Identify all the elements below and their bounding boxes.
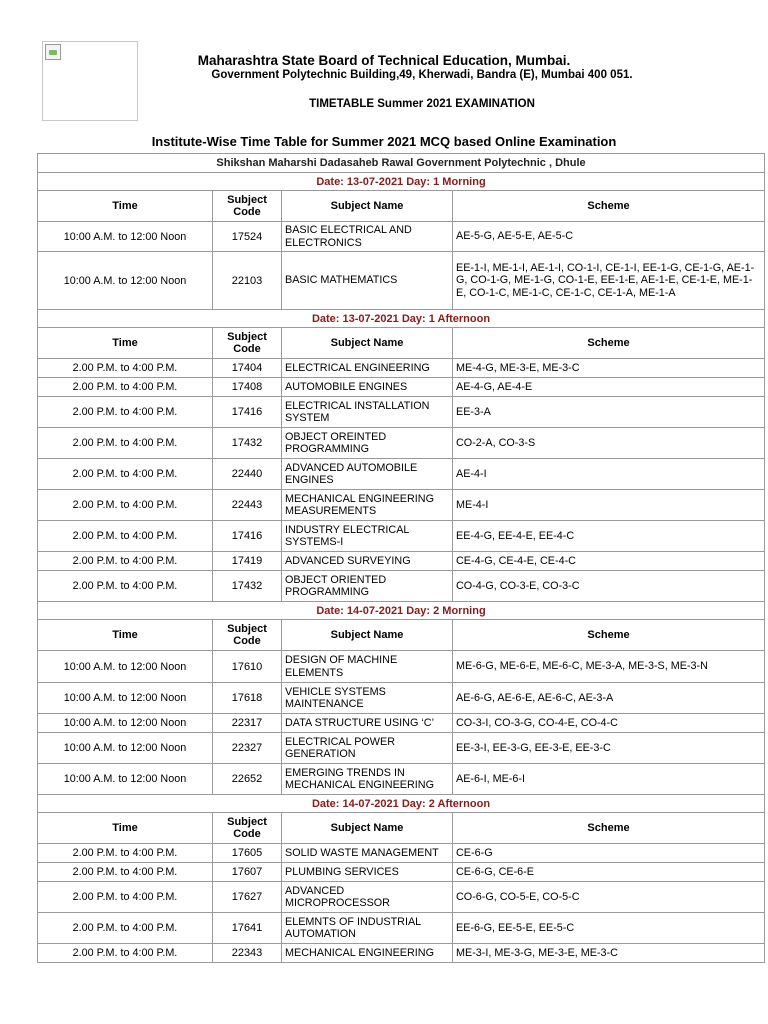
cell-scheme: EE-6-G, EE-5-E, EE-5-C	[453, 913, 765, 944]
cell-scheme: ME-6-G, ME-6-E, ME-6-C, ME-3-A, ME-3-S, ME-3-N	[453, 651, 765, 683]
cell-subject-name: MECHANICAL ENGINEERING	[282, 944, 453, 963]
cell-time: 10:00 A.M. to 12:00 Noon	[38, 683, 213, 714]
table-row	[38, 490, 765, 521]
cell-subject-name: VEHICLE SYSTEMS MAINTENANCE	[282, 683, 453, 714]
cell-subject-code: 17627	[213, 882, 282, 913]
cell-subject-name: SOLID WASTE MANAGEMENT	[282, 844, 453, 863]
cell-time: 10:00 A.M. to 12:00 Noon	[38, 252, 213, 310]
col-header-time: Time	[38, 813, 213, 844]
table-row	[38, 651, 765, 683]
exam-title: TIMETABLE Summer 2021 EXAMINATION	[309, 98, 535, 110]
cell-time: 2.00 P.M. to 4:00 P.M.	[38, 359, 213, 378]
institute-name: Shikshan Maharshi Dadasaheb Rawal Government Polytechnic , Dhule	[38, 154, 765, 173]
cell-subject-code: 17404	[213, 359, 282, 378]
table-row	[38, 683, 765, 714]
cell-subject-code: 17416	[213, 521, 282, 552]
table-row	[38, 844, 765, 863]
cell-time: 10:00 A.M. to 12:00 Noon	[38, 764, 213, 795]
cell-subject-code: 22103	[213, 252, 282, 310]
table-row	[38, 397, 765, 428]
cell-time: 10:00 A.M. to 12:00 Noon	[38, 222, 213, 252]
cell-subject-code: 17432	[213, 571, 282, 602]
cell-scheme: EE-3-I, EE-3-G, EE-3-E, EE-3-C	[453, 733, 765, 764]
timetable	[37, 153, 765, 963]
cell-scheme: CE-6-G	[453, 844, 765, 863]
cell-subject-name: ELECTRICAL POWER GENERATION	[282, 733, 453, 764]
session-date-row	[38, 310, 765, 328]
table-row	[38, 944, 765, 963]
table-row	[38, 521, 765, 552]
cell-subject-name: AUTOMOBILE ENGINES	[282, 378, 453, 397]
table-row	[38, 222, 765, 252]
cell-subject-name: OBJECT ORIENTED PROGRAMMING	[282, 571, 453, 602]
cell-subject-name: ELECTRICAL INSTALLATION SYSTEM	[282, 397, 453, 428]
column-header-row	[38, 191, 765, 222]
table-row	[38, 359, 765, 378]
col-header-code: Subject Code	[213, 813, 282, 844]
cell-time: 10:00 A.M. to 12:00 Noon	[38, 651, 213, 683]
cell-time: 2.00 P.M. to 4:00 P.M.	[38, 913, 213, 944]
cell-subject-name: BASIC MATHEMATICS	[282, 252, 453, 310]
cell-scheme: CO-6-G, CO-5-E, CO-5-C	[453, 882, 765, 913]
cell-subject-code: 17618	[213, 683, 282, 714]
cell-scheme: EE-4-G, EE-4-E, EE-4-C	[453, 521, 765, 552]
col-header-code: Subject Code	[213, 620, 282, 651]
cell-subject-name: OBJECT OREINTED PROGRAMMING	[282, 428, 453, 459]
cell-subject-code: 22443	[213, 490, 282, 521]
session-date: Date: 14-07-2021 Day: 2 Afternoon	[38, 795, 765, 813]
cell-subject-name: DATA STRUCTURE USING ‘C’	[282, 714, 453, 733]
cell-subject-name: ADVANCED MICROPROCESSOR	[282, 882, 453, 913]
cell-time: 2.00 P.M. to 4:00 P.M.	[38, 521, 213, 552]
table-row	[38, 863, 765, 882]
cell-scheme: CO-4-G, CO-3-E, CO-3-C	[453, 571, 765, 602]
table-row	[38, 882, 765, 913]
session-date: Date: 13-07-2021 Day: 1 Afternoon	[38, 310, 765, 328]
cell-scheme: AE-5-G, AE-5-E, AE-5-C	[453, 222, 765, 252]
cell-subject-name: EMERGING TRENDS IN MECHANICAL ENGINEERING	[282, 764, 453, 795]
col-header-time: Time	[38, 328, 213, 359]
cell-subject-code: 17408	[213, 378, 282, 397]
table-row	[38, 913, 765, 944]
col-header-code: Subject Code	[213, 328, 282, 359]
cell-time: 10:00 A.M. to 12:00 Noon	[38, 714, 213, 733]
cell-subject-name: DESIGN OF MACHINE ELEMENTS	[282, 651, 453, 683]
cell-time: 2.00 P.M. to 4:00 P.M.	[38, 863, 213, 882]
cell-subject-code: 17416	[213, 397, 282, 428]
session-date-row	[38, 173, 765, 191]
session-date-row	[38, 795, 765, 813]
cell-time: 2.00 P.M. to 4:00 P.M.	[38, 459, 213, 490]
cell-subject-code: 22440	[213, 459, 282, 490]
cell-subject-code: 17419	[213, 552, 282, 571]
column-header-row	[38, 620, 765, 651]
session-date-row	[38, 602, 765, 620]
col-header-scheme: Scheme	[453, 620, 765, 651]
col-header-name: Subject Name	[282, 620, 453, 651]
col-header-scheme: Scheme	[453, 813, 765, 844]
cell-time: 10:00 A.M. to 12:00 Noon	[38, 733, 213, 764]
table-row	[38, 252, 765, 310]
cell-scheme: ME-4-G, ME-3-E, ME-3-C	[453, 359, 765, 378]
cell-scheme: EE-3-A	[453, 397, 765, 428]
table-row	[38, 714, 765, 733]
col-header-code: Subject Code	[213, 191, 282, 222]
table-row	[38, 378, 765, 397]
table-row	[38, 733, 765, 764]
cell-scheme: AE-4-G, AE-4-E	[453, 378, 765, 397]
cell-scheme: ME-4-I	[453, 490, 765, 521]
cell-subject-name: PLUMBING SERVICES	[282, 863, 453, 882]
cell-scheme: CO-2-A, CO-3-S	[453, 428, 765, 459]
cell-subject-code: 22343	[213, 944, 282, 963]
cell-time: 2.00 P.M. to 4:00 P.M.	[38, 552, 213, 571]
cell-subject-name: ELECTRICAL ENGINEERING	[282, 359, 453, 378]
cell-scheme: CE-6-G, CE-6-E	[453, 863, 765, 882]
cell-subject-name: ADVANCED SURVEYING	[282, 552, 453, 571]
cell-scheme: CE-4-G, CE-4-E, CE-4-C	[453, 552, 765, 571]
col-header-name: Subject Name	[282, 328, 453, 359]
cell-scheme: CO-3-I, CO-3-G, CO-4-E, CO-4-C	[453, 714, 765, 733]
cell-subject-name: ELEMNTS OF INDUSTRIAL AUTOMATION	[282, 913, 453, 944]
table-row	[38, 764, 765, 795]
col-header-scheme: Scheme	[453, 191, 765, 222]
cell-subject-code: 22317	[213, 714, 282, 733]
cell-time: 2.00 P.M. to 4:00 P.M.	[38, 490, 213, 521]
cell-subject-code: 17641	[213, 913, 282, 944]
table-row	[38, 428, 765, 459]
session-date: Date: 14-07-2021 Day: 2 Morning	[38, 602, 765, 620]
cell-subject-code: 17605	[213, 844, 282, 863]
cell-subject-code: 22327	[213, 733, 282, 764]
cell-subject-code: 17607	[213, 863, 282, 882]
cell-subject-code: 17610	[213, 651, 282, 683]
cell-time: 2.00 P.M. to 4:00 P.M.	[38, 844, 213, 863]
institute-row	[38, 154, 765, 173]
cell-subject-name: BASIC ELECTRICAL AND ELECTRONICS	[282, 222, 453, 252]
cell-subject-code: 17432	[213, 428, 282, 459]
cell-time: 2.00 P.M. to 4:00 P.M.	[38, 571, 213, 602]
column-header-row	[38, 813, 765, 844]
cell-time: 2.00 P.M. to 4:00 P.M.	[38, 428, 213, 459]
board-title: Maharashtra State Board of Technical Education, Mumbai.	[197, 53, 571, 68]
cell-scheme: AE-4-I	[453, 459, 765, 490]
table-row	[38, 459, 765, 490]
col-header-time: Time	[38, 620, 213, 651]
cell-subject-name: INDUSTRY ELECTRICAL SYSTEMS-I	[282, 521, 453, 552]
col-header-scheme: Scheme	[453, 328, 765, 359]
cell-time: 2.00 P.M. to 4:00 P.M.	[38, 378, 213, 397]
cell-subject-name: ADVANCED AUTOMOBILE ENGINES	[282, 459, 453, 490]
cell-subject-name: MECHANICAL ENGINEERING MEASUREMENTS	[282, 490, 453, 521]
cell-scheme: EE-1-I, ME-1-I, AE-1-I, CO-1-I, CE-1-I, EE-1-G, CE-1-G, AE-1-G, CO-1-G, ME-1-G, CO-1-E, EE-1-E, AE-1-E, CE-1-E, ME-1-E, CO-1-C, ME-1-C, CE-1-C, CE-1-A, ME-1-A	[453, 252, 765, 310]
cell-time: 2.00 P.M. to 4:00 P.M.	[38, 944, 213, 963]
cell-time: 2.00 P.M. to 4:00 P.M.	[38, 397, 213, 428]
table-row	[38, 571, 765, 602]
col-header-time: Time	[38, 191, 213, 222]
cell-subject-code: 22652	[213, 764, 282, 795]
session-date: Date: 13-07-2021 Day: 1 Morning	[38, 173, 765, 191]
col-header-name: Subject Name	[282, 191, 453, 222]
cell-scheme: ME-3-I, ME-3-G, ME-3-E, ME-3-C	[453, 944, 765, 963]
column-header-row	[38, 328, 765, 359]
cell-time: 2.00 P.M. to 4:00 P.M.	[38, 882, 213, 913]
table-title: Institute-Wise Time Table for Summer 2021 MCQ based Online Examination	[151, 134, 617, 149]
cell-scheme: AE-6-I, ME-6-I	[453, 764, 765, 795]
board-address: Government Polytechnic Building,49, Kherwadi, Bandra (E), Mumbai 400 051.	[211, 69, 633, 81]
col-header-name: Subject Name	[282, 813, 453, 844]
cell-scheme: AE-6-G, AE-6-E, AE-6-C, AE-3-A	[453, 683, 765, 714]
cell-subject-code: 17524	[213, 222, 282, 252]
table-row	[38, 552, 765, 571]
